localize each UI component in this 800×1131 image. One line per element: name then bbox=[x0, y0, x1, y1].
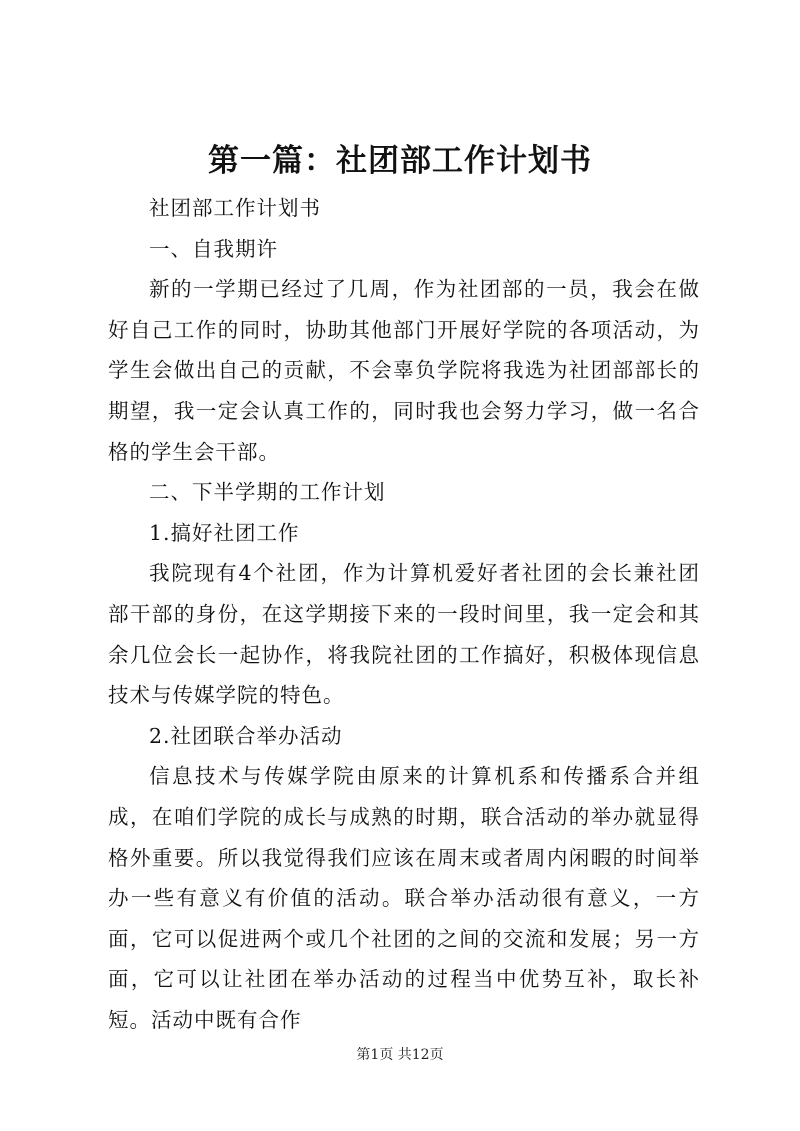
page-footer: 第1页 共12页 bbox=[356, 1047, 444, 1063]
subtitle-paragraph: 社团部工作计划书 bbox=[149, 196, 321, 220]
page-title: 第一篇：社团部工作计划书 bbox=[208, 143, 592, 179]
subsection-heading-club-work: 1.搞好社团工作 bbox=[149, 520, 300, 545]
section-heading-work-plan: 二、下半学期的工作计划 bbox=[149, 480, 386, 505]
body-paragraph: 我院现有4个社团，作为计算机爱好者社团的会长兼社团部干部的身份，在这学期接下来的一段时间里，我一定会和其余几位会长一起协作，将我院社团的工作搞好，积极体现信息技术与传媒学院的特色。 bbox=[108, 561, 700, 708]
subsection-heading-joint-activities: 2.社团联合举办活动 bbox=[149, 723, 343, 748]
body-paragraph: 新的一学期已经过了几周，作为社团部的一员，我会在做好自己工作的同时，协助其他部门开展好学院的各项活动，为学生会做出自己的贡献，不会辜负学院将我选为社团部部长的期望，我一定会认真工作的，同时我也会努力学习，做一名合格的学生会干部。 bbox=[108, 277, 700, 464]
body-paragraph: 信息技术与传媒学院由原来的计算机系和传播系合并组成，在咱们学院的成长与成熟的时期，联合活动的举办就显得格外重要。所以我觉得我们应该在周末或者周内闲暇的时间举办一些有意义有价值的活动。联合举办活动很有意义，一方面，它可以促进两个或几个社团的之间的交流和发展；另一方面，它可以让社团在举办活动的过程当中优势互补，取长补短。活动中既有合作 bbox=[108, 764, 700, 1032]
section-heading-self-expectation: 一、自我期许 bbox=[149, 236, 278, 261]
document-body bbox=[108, 188, 700, 1040]
